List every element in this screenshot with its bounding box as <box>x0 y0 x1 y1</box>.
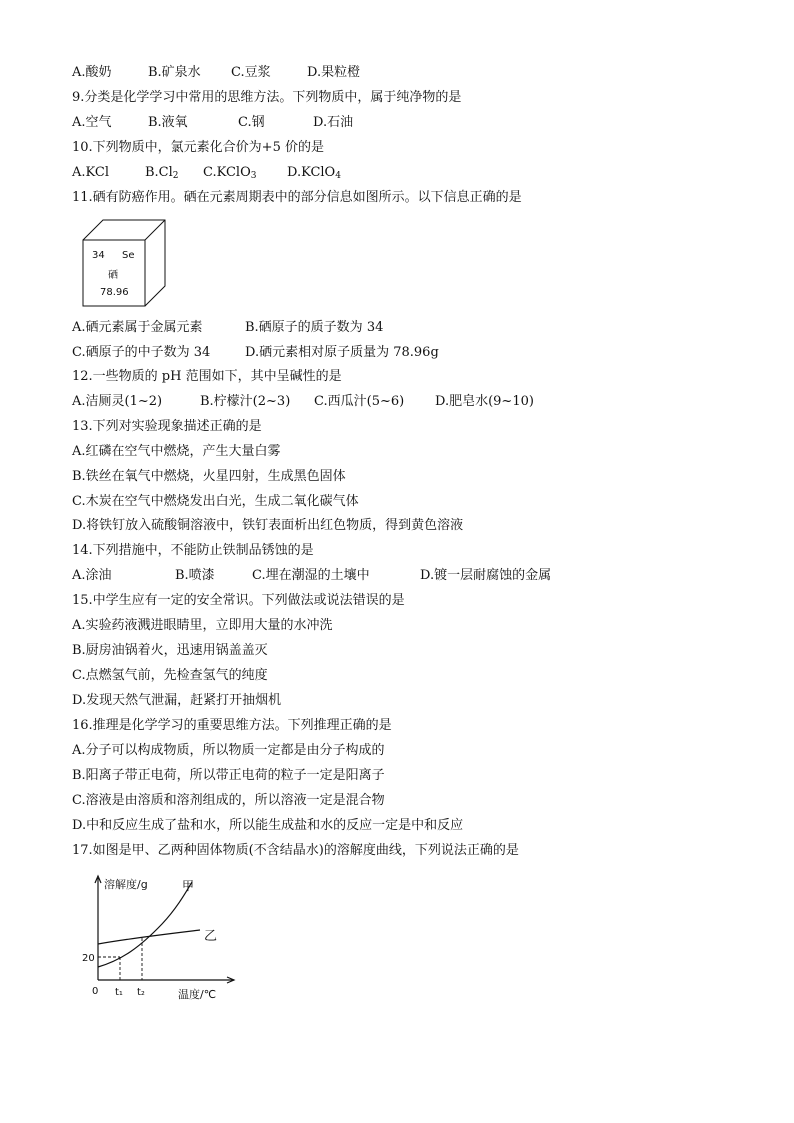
q16-stem: 16.推理是化学学习的重要思维方法。下列推理正确的是 <box>72 718 392 733</box>
q15-option-b: B.厨房油锅着火，迅速用锅盖盖灭 <box>72 643 268 658</box>
q14-option-b: B.喷漆 <box>175 568 215 583</box>
q11-option-b: B.硒原子的质子数为 34 <box>245 320 384 335</box>
q8-option-b: B.矿泉水 <box>148 65 201 80</box>
graph-series-yi: 乙 <box>204 929 218 944</box>
graph-tick-t2: t₂ <box>137 987 145 998</box>
q14-stem: 14.下列措施中，不能防止铁制品锈蚀的是 <box>72 543 314 558</box>
q13-option-b: B.铁丝在氧气中燃烧，火星四射，生成黑色固体 <box>72 469 346 484</box>
q14-option-a: A.涂油 <box>72 568 112 583</box>
graph-xlabel: 温度/℃ <box>178 988 217 1001</box>
q12-option-c: C.西瓜汁(5~6) <box>314 394 405 409</box>
graph-origin: 0 <box>92 986 99 997</box>
q10-option-b: $B.Cl_2$ <box>145 165 179 181</box>
q11-option-d: D.硒元素相对原子质量为 78.96g <box>245 345 439 360</box>
q17-stem: 17.如图是甲、乙两种固体物质(不含结晶水)的溶解度曲线，下列说法正确的是 <box>72 843 519 858</box>
q10-option-c: C.KClO$_3$ <box>203 165 257 181</box>
graph-ytick-20: 20 <box>82 953 95 964</box>
q11-option-a: A.硒元素属于金属元素 <box>72 320 203 335</box>
tile-symbol: Se <box>122 250 135 261</box>
q9-option-a: A.空气 <box>72 115 112 130</box>
q11-stem: 11.硒有防癌作用。硒在元素周期表中的部分信息如图所示。以下信息正确的是 <box>72 190 522 205</box>
q16-option-d: D.中和反应生成了盐和水，所以能生成盐和水的反应一定是中和反应 <box>72 818 464 833</box>
q13-stem: 13.下列对实验现象描述正确的是 <box>72 419 262 434</box>
q14-option-d: D.镀一层耐腐蚀的金属 <box>420 568 552 583</box>
q12-option-d: D.肥皂水(9~10) <box>435 394 534 409</box>
q10-option-a: A.KCl <box>72 165 109 180</box>
q15-option-c: C.点燃氢气前，先检查氢气的纯度 <box>72 668 268 683</box>
curve-jia <box>98 882 192 967</box>
q10-stem: 10.下列物质中，氯元素化合价为+5 价的是 <box>72 140 324 155</box>
q9-option-d: D.石油 <box>313 115 354 130</box>
q13-option-d: D.将铁钉放入硫酸铜溶液中，铁钉表面析出红色物质，得到黄色溶液 <box>72 518 464 533</box>
solubility-curve-figure <box>82 872 242 1004</box>
tile-atomic-number: 34 <box>92 250 105 261</box>
tile-corner-edge <box>145 220 165 240</box>
q8-option-a: A.酸奶 <box>72 65 112 80</box>
q11-option-c: C.硒原子的中子数为 34 <box>72 345 211 360</box>
q16-option-a: A.分子可以构成物质，所以物质一定都是由分子构成的 <box>72 743 385 758</box>
graph-series-jia: 甲 <box>182 879 195 893</box>
q8-option-c: C.豆浆 <box>231 65 271 80</box>
graph-ylabel: 溶解度/g <box>104 878 148 891</box>
q9-option-b: B.液氧 <box>148 115 188 130</box>
q15-option-d: D.发现天然气泄漏，赶紧打开抽烟机 <box>72 693 282 708</box>
tile-element-name: 硒 <box>108 270 118 281</box>
q15-option-a: A.实验药液溅进眼睛里，立即用大量的水冲洗 <box>72 618 333 633</box>
q14-option-c: C.埋在潮湿的土壤中 <box>252 568 370 583</box>
q12-option-b: B.柠檬汁(2~3) <box>200 394 291 409</box>
q9-stem: 9.分类是化学学习中常用的思维方法。下列物质中，属于纯净物的是 <box>72 90 462 105</box>
q10-option-d: D.KClO$_4$ <box>287 165 341 181</box>
q9-option-c: C.钢 <box>238 115 265 130</box>
q16-option-b: B.阳离子带正电荷，所以带正电荷的粒子一定是阳离子 <box>72 768 385 783</box>
periodic-tile-figure <box>78 214 178 314</box>
q12-option-a: A.洁厕灵(1~2) <box>72 394 163 409</box>
tile-atomic-mass: 78.96 <box>100 287 129 298</box>
q13-option-c: C.木炭在空气中燃烧发出白光，生成二氧化碳气体 <box>72 494 359 509</box>
q16-option-c: C.溶液是由溶质和溶剂组成的，所以溶液一定是混合物 <box>72 793 385 808</box>
q13-option-a: A.红磷在空气中燃烧，产生大量白雾 <box>72 444 281 459</box>
q15-stem: 15.中学生应有一定的安全常识。下列做法或说法错误的是 <box>72 593 405 608</box>
graph-tick-t1: t₁ <box>115 987 123 998</box>
q12-stem: 12.一些物质的 pH 范围如下，其中呈碱性的是 <box>72 369 342 384</box>
q8-option-d: D.果粒橙 <box>307 65 361 80</box>
